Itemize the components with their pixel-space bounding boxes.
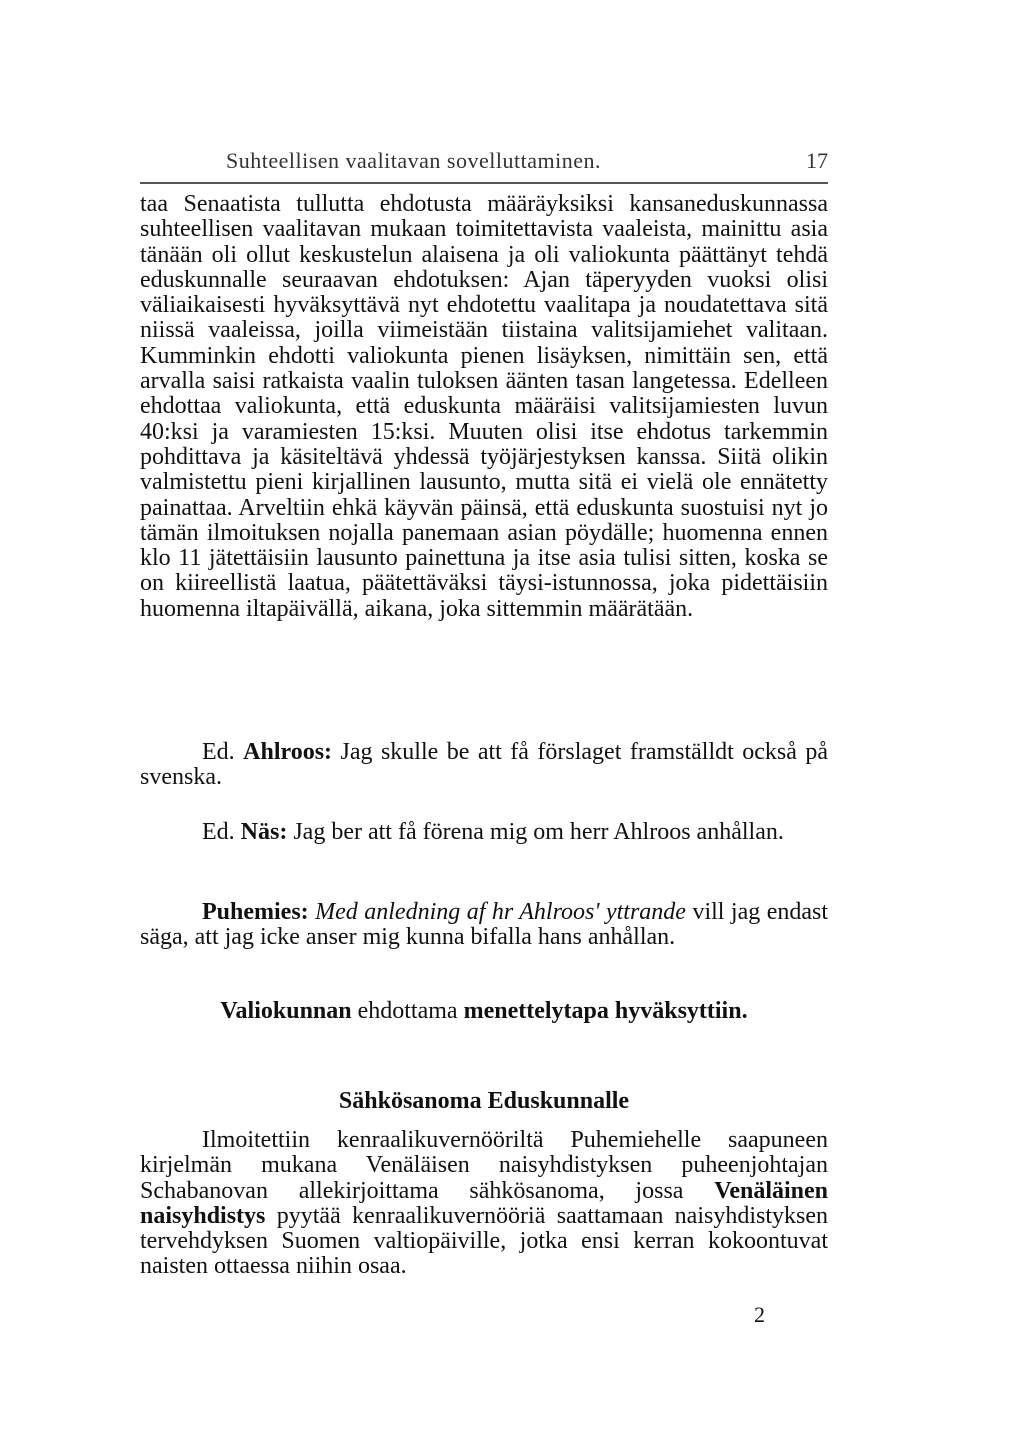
telegram-text-end: pyytää kenraalikuvernööriä saattamaan naisyhdistyksen tervehdyksen Suomen valtiopäiville, jotka ensi kerran kokoontuvat naisten ottaessa niihin osaa. bbox=[140, 1202, 829, 1280]
speaker-name: Näs: bbox=[240, 819, 288, 845]
section-heading: Sähkösanoma Eduskunnalle bbox=[338, 1088, 630, 1114]
decision-subject: Valiokunnan bbox=[220, 998, 352, 1024]
running-title: Suhteellisen vaalitavan sovelluttaminen. bbox=[226, 148, 601, 173]
speech-text: Jag skulle be att få förslaget framställdt också på svenska. bbox=[140, 739, 829, 791]
telegram-organization: Venäläinen naisyhdistys bbox=[140, 1177, 828, 1229]
speech-text: vill jag endast säga, att jag icke anser mig kunna bifalla hans anhållan. bbox=[140, 899, 829, 951]
decision-verb: ehdottama bbox=[357, 998, 458, 1024]
paragraph-committee-report: taa Senaatista tullutta ehdotusta määräyksiksi kansaneduskunnassa suhteellisen vaalitavan mukaan toimitettavista vaaleista, mainittu asia tänään oli ollut keskustelun alaisena ja oli valiokunta päättänyt tehdä eduskunnalle seuraavan ehdotuksen: Ajan täperyyden vuoksi olisi väliaikaisesti hyväksyttävä nyt ehdotettu vaalitapa ja noudatettava sitä niissä vaaleissa, joilla viimeistään tiistaina valitsijamiehet valitaan. Kumminkin ehdotti valiokunta pienen lisäyksen, nimittäin sen, että arvalla saisi ratkaista vaalin tuloksen äänten tasan langetessa. Edelleen ehdottaa valiokunta, että eduskunta määräisi valitsijamiesten luvun 40:ksi ja varamiesten 15:ksi. Muuten olisi itse ehdotus tarkemmin pohdittava ja käsiteltävä yhdessä työjärjestyksen kanssa. Siitä olikin valmistettu pieni kirjallinen lausunto, mutta sitä ei vielä ole ennätetty painattaa. Arveltiin ehkä käyvän päinsä, että eduskunta suostuisi nyt jo tämän ilmoituksen nojalla panemaan asian pöydälle; huomenna ennen klo 11 jätettäisiin lausunto painettuna ja itse asia tulisi sitten, koska se on kiireellistä laatua, päätettäväksi täysi-istunnossa, joka pidettäisiin huomenna iltapäivällä, aikana, joka sittemmin määrätään. bbox=[140, 191, 828, 622]
paragraph-nas bbox=[140, 820, 828, 845]
speaker-name: Puhemies: bbox=[202, 899, 309, 925]
paragraph-ahlroos bbox=[140, 740, 828, 791]
page-number: 17 bbox=[806, 148, 828, 173]
telegram-text-start: Ilmoitettiin kenraalikuvernööriltä Puhemiehelle saapuneen kirjelmän mukana Venäläisen naisyhdistyksen puheenjohtajan Schabanovan allekirjoittama sähkösanoma, jossa bbox=[140, 1127, 828, 1204]
speaker-prefix: Ed. bbox=[202, 739, 235, 765]
speech-text: Jag ber att få förena mig om herr Ahlroos anhållan. bbox=[293, 819, 784, 845]
speech-italic: Med anledning af hr Ahlroos' yttrande bbox=[315, 899, 686, 925]
decision-line bbox=[140, 998, 828, 1025]
header-rule bbox=[140, 182, 828, 184]
decision-outcome: menettelytapa hyväksyttiin. bbox=[463, 998, 748, 1024]
paragraph-telegram bbox=[140, 1128, 828, 1280]
signature-mark: 2 bbox=[754, 1302, 765, 1327]
speaker-name: Ahlroos: bbox=[243, 739, 333, 765]
speaker-prefix: Ed. bbox=[202, 819, 235, 845]
paragraph-speaker bbox=[140, 900, 828, 951]
